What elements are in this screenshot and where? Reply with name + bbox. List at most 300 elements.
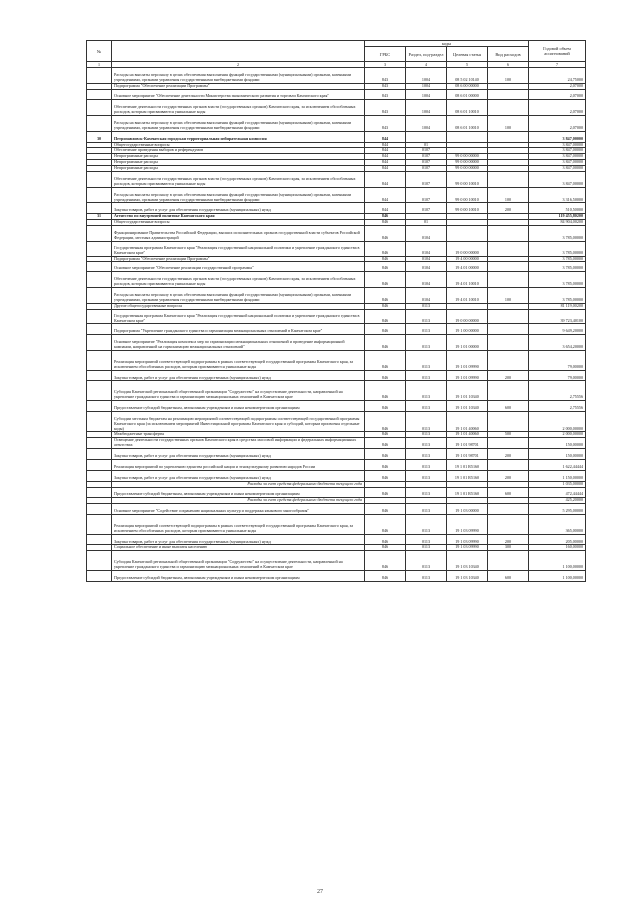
table-row [87, 350, 586, 370]
row-amount: 119 455,80200 [529, 214, 586, 220]
row-target-article: 19 1 03 09990 [447, 545, 488, 551]
row-amount: 150,00000 [529, 438, 586, 449]
row-name: Закупка товаров, работ и услуг для обеспечения государственных (муниципальных) нужд [112, 470, 365, 481]
row-number [87, 335, 112, 351]
row-grbs: 843 [365, 68, 406, 84]
row-name: Закупка товаров, работ и услуг для обеспечения государственных (муниципальных) нужд [112, 370, 365, 381]
table-row [87, 534, 586, 545]
row-amount: 9 649,20000 [529, 324, 586, 335]
row-expense-type: 600 [488, 401, 529, 412]
table-row [87, 370, 586, 381]
row-amount: 3 847,00000 [529, 148, 586, 154]
row-grbs: 844 [365, 160, 406, 166]
row-amount: 3 847,00000 [529, 154, 586, 160]
row-number: 30 [87, 131, 112, 142]
table-row [87, 262, 586, 272]
row-target-article: 19 4 01 10010 [447, 288, 488, 304]
row-name: Расходы за счет средств федерального бюджета текущего года [112, 498, 365, 504]
row-name: Основное мероприятие "Реализация комплекса мер по гармонизации межнациональных отношений и проведение информационной кампании, направленной на гармонизацию межнациональных отношений" [112, 335, 365, 351]
row-razdel: 0113 [406, 432, 447, 438]
row-target-article: 19 1 01 40060 [447, 432, 488, 438]
row-name: Подпрограмма "Обеспечение реализации Программы" [112, 256, 365, 262]
row-grbs: 846 [365, 411, 406, 432]
row-grbs: 846 [365, 432, 406, 438]
row-razdel: 0104 [406, 241, 447, 256]
row-amount: 160,00000 [529, 545, 586, 551]
row-grbs: 844 [365, 148, 406, 154]
row-number [87, 571, 112, 582]
row-expense-type: 100 [488, 68, 529, 84]
row-grbs: 846 [365, 534, 406, 545]
row-target-article [447, 131, 488, 142]
header-name [112, 41, 365, 62]
row-amount: 3 785,00000 [529, 288, 586, 304]
row-target-article: 19 1 01 09990 [447, 370, 488, 381]
table-row [87, 226, 586, 242]
row-target-article: 19 1 03 09990 [447, 515, 488, 535]
row-grbs: 844 [365, 187, 406, 203]
row-razdel: 0113 [406, 515, 447, 535]
row-target-article: 19 0 00 00000 [447, 241, 488, 256]
row-target-article: 08 6 00 00000 [447, 83, 488, 89]
row-target-article: 99 0 00 10010 [447, 172, 488, 188]
table-row [87, 335, 586, 351]
row-target-article: 19 0 00 00000 [447, 309, 488, 324]
header-razdel: Раздел, под-раздел [406, 47, 447, 62]
table-row [87, 411, 586, 432]
row-amount: 472,44444 [529, 487, 586, 498]
index-cell: 4 [406, 62, 447, 68]
row-name: Предоставление субсидий бюджетным, автономным учреждениям и иным некоммерческим организациям [112, 571, 365, 582]
row-grbs: 846 [365, 214, 406, 220]
row-name: Реализация мероприятий по укреплению единства российской нации и этнокультурному развитию народов России [112, 460, 365, 471]
table-row [87, 324, 586, 335]
row-amount: 1 100,00000 [529, 551, 586, 571]
row-razdel: 0107 [406, 160, 447, 166]
row-amount: 2,07000 [529, 89, 586, 100]
row-name: Реализация мероприятий соответствующей подпрограммы в рамках соответствующей государственной программы Камчатского края, за исключением обособленных расходов, которым присваиваются уникальные коды [112, 350, 365, 370]
row-expense-type: 600 [488, 487, 529, 498]
row-name: Непрограммные расходы [112, 154, 365, 160]
row-grbs: 843 [365, 100, 406, 116]
row-razdel: 0107 [406, 187, 447, 203]
row-number [87, 515, 112, 535]
row-target-article: 19 1 01 10340 [447, 381, 488, 401]
table-row [87, 116, 586, 132]
row-grbs: 846 [365, 262, 406, 272]
row-amount: 2 000,00000 [529, 411, 586, 432]
row-number [87, 309, 112, 324]
row-grbs: 846 [365, 460, 406, 471]
row-razdel: 0104 [406, 256, 447, 262]
row-expense-type [488, 438, 529, 449]
row-razdel: 1004 [406, 116, 447, 132]
row-name: Субсидия Камчатской региональной общественной организации "Содружество" на осуществление деятельности, направленной на укрепление гражданского единства и гармонизацию межнациональных отношений в Камчатском крае [112, 551, 365, 571]
row-grbs: 846 [365, 449, 406, 460]
row-grbs: 846 [365, 220, 406, 226]
row-grbs: 846 [365, 324, 406, 335]
row-name: Реализация мероприятий соответствующей подпрограммы в рамках соответствующей государственной программы Камчатского края, за исключением обособленных расходов, которым присваиваются уникальные коды [112, 515, 365, 535]
row-razdel: 0107 [406, 172, 447, 188]
row-amount: 81 119,00200 [529, 303, 586, 309]
row-target-article: 99 0 00 00000 [447, 160, 488, 166]
row-razdel: 0113 [406, 487, 447, 498]
row-razdel: 0113 [406, 335, 447, 351]
row-grbs: 846 [365, 487, 406, 498]
index-cell: 1 [87, 62, 112, 68]
row-name: Расходы на выплаты персоналу в целях обеспечения выполнения функций государственными (муниципальными) органами, казенными учреждениями, органами управления государственными внебюджетными фондами [112, 187, 365, 203]
row-number [87, 534, 112, 545]
row-amount: 79,00000 [529, 350, 586, 370]
row-number [87, 324, 112, 335]
row-number [87, 272, 112, 288]
row-razdel: 01 [406, 220, 447, 226]
row-grbs: 844 [365, 172, 406, 188]
row-grbs: 846 [365, 241, 406, 256]
row-number [87, 551, 112, 571]
row-number [87, 381, 112, 401]
row-expense-type [488, 131, 529, 142]
row-name: Расходы на выплаты персоналу в целях обеспечения выполнения функций государственными (муниципальными) органами, казенными учреждениями, органами управления государственными внебюджетными фондами [112, 288, 365, 304]
row-grbs: 846 [365, 288, 406, 304]
row-amount: 3 847,00000 [529, 160, 586, 166]
row-target-article: 19 1 01 R5160 [447, 460, 488, 471]
row-name: Освещение деятельности государственных органов Камчатского края в средствах массовой информации и федеральных информационных агентствах [112, 438, 365, 449]
row-grbs: 846 [365, 551, 406, 571]
table-row [87, 131, 586, 142]
row-name: Закупка товаров, работ и услуг для обеспечения государственных (муниципальных) нужд [112, 449, 365, 460]
row-name: Общегосударственные вопросы [112, 142, 365, 148]
row-expense-type: 100 [488, 116, 529, 132]
row-razdel: 01 [406, 142, 447, 148]
row-target-article: 19 1 01 00000 [447, 335, 488, 351]
row-number [87, 262, 112, 272]
table-row [87, 288, 586, 304]
row-grbs: 846 [365, 272, 406, 288]
row-amount: 3 316,50000 [529, 187, 586, 203]
row-grbs: 846 [365, 470, 406, 481]
row-number [87, 187, 112, 203]
row-amount: 3 785,00000 [529, 262, 586, 272]
header-grbs: ГРБС [365, 47, 406, 62]
row-name: Субсидии местным бюджетам на реализацию мероприятий соответствующей подпрограммы соответствующей государственной программы Камчатского края (за исключением мероприятий Инвестиционной программы Камчатского края и субсидий, которым присвоены отдельные коды) [112, 411, 365, 432]
row-expense-type [488, 172, 529, 188]
row-name: Предоставление субсидий бюджетным, автономным учреждениям и иным некоммерческим организациям [112, 401, 365, 412]
row-razdel: 0104 [406, 226, 447, 242]
row-expense-type [488, 350, 529, 370]
table-body [87, 68, 586, 582]
row-razdel: 0113 [406, 401, 447, 412]
row-amount: 2,07000 [529, 83, 586, 89]
budget-table-sheet [86, 40, 586, 582]
row-amount: 1 622,44444 [529, 460, 586, 471]
row-razdel: 0113 [406, 370, 447, 381]
row-amount: 2,07000 [529, 100, 586, 116]
row-name: Межбюджетные трансферты [112, 432, 365, 438]
row-amount: 1 150,00000 [529, 470, 586, 481]
table-row [87, 571, 586, 582]
row-amount: 205,00000 [529, 534, 586, 545]
row-amount: 425,20000 [529, 498, 586, 504]
row-target-article: 19 1 01 R5160 [447, 487, 488, 498]
row-expense-type [488, 272, 529, 288]
table-row [87, 309, 586, 324]
row-razdel: 0113 [406, 449, 447, 460]
table-row [87, 449, 586, 460]
row-target-article: 08 6 01 10010 [447, 100, 488, 116]
row-razdel: 0113 [406, 350, 447, 370]
index-cell: 7 [529, 62, 586, 68]
row-expense-type: 200 [488, 534, 529, 545]
row-razdel: 1004 [406, 68, 447, 84]
row-name: Обеспечение деятельности государственных органов власти (государственных органов) Камчатского края, за исключением обособленных расходов, которым присваиваются уникальные коды [112, 172, 365, 188]
row-expense-type: 200 [488, 370, 529, 381]
row-grbs: 843 [365, 89, 406, 100]
index-cell: 6 [488, 62, 529, 68]
row-target-article: 19 1 00 00000 [447, 324, 488, 335]
row-name: Обеспечение деятельности государственных органов власти (государственных органов) Камчатского края, за исключением обособленных расходов, которым присваиваются уникальные коды [112, 100, 365, 116]
row-expense-type [488, 515, 529, 535]
table-row [87, 470, 586, 481]
row-name: Государственная программа Камчатского края "Реализация государственной национальной политики и укрепление гражданского единства в Камчатском крае" [112, 309, 365, 324]
row-amount: 510,50000 [529, 203, 586, 214]
row-expense-type [488, 411, 529, 432]
row-name: Субсидия Камчатской региональной общественной организации "Содружество" на осуществление деятельности, направленной на укрепление гражданского единства и гармонизацию межнациональных отношений в Камчатском крае [112, 381, 365, 401]
row-expense-type: 500 [488, 432, 529, 438]
row-grbs: 843 [365, 83, 406, 89]
budget-table [86, 40, 586, 582]
row-razdel: 0107 [406, 154, 447, 160]
row-grbs: 846 [365, 335, 406, 351]
index-cell: 5 [447, 62, 488, 68]
row-amount: 2 000,00000 [529, 432, 586, 438]
table-row [87, 187, 586, 203]
row-grbs: 846 [365, 571, 406, 582]
table-row [87, 504, 586, 515]
row-razdel: 0113 [406, 460, 447, 471]
row-razdel: 0113 [406, 438, 447, 449]
row-amount: 3 785,00000 [529, 256, 586, 262]
table-row [87, 487, 586, 498]
table-row [87, 401, 586, 412]
row-razdel: 1004 [406, 89, 447, 100]
row-razdel: 0113 [406, 303, 447, 309]
row-number [87, 203, 112, 214]
row-grbs: 846 [365, 350, 406, 370]
row-expense-type: 600 [488, 571, 529, 582]
row-razdel: 0113 [406, 411, 447, 432]
row-name: Основное мероприятие "Содействие сохранению национальных культур и поддержка языкового многообразия" [112, 504, 365, 515]
row-amount: 3 785,00000 [529, 241, 586, 256]
row-target-article: 08 6 01 10010 [447, 116, 488, 132]
row-amount: 3 847,00000 [529, 166, 586, 172]
row-grbs: 844 [365, 131, 406, 142]
row-amount: 2,75556 [529, 381, 586, 401]
table-row [87, 100, 586, 116]
header-expense-type: Вид расходов [488, 47, 529, 62]
row-expense-type [488, 504, 529, 515]
row-number [87, 487, 112, 498]
row-amount: 24,75000 [529, 68, 586, 84]
row-expense-type: 200 [488, 449, 529, 460]
row-grbs: 846 [365, 309, 406, 324]
row-name: Обеспечение проведения выборов и референдумов [112, 148, 365, 154]
row-expense-type [488, 262, 529, 272]
row-grbs: 846 [365, 370, 406, 381]
row-grbs: 846 [365, 256, 406, 262]
row-razdel: 0113 [406, 309, 447, 324]
row-razdel: 0113 [406, 470, 447, 481]
row-grbs: 844 [365, 166, 406, 172]
row-target-article: 99 0 00 00000 [447, 166, 488, 172]
row-expense-type [488, 226, 529, 242]
row-amount: 3 785,00000 [529, 226, 586, 242]
row-amount: 3 785,00000 [529, 272, 586, 288]
row-razdel [406, 131, 447, 142]
header-codes-group: коды [365, 41, 529, 47]
row-target-article: 08 5 02 10140 [447, 68, 488, 84]
row-name: Социальное обеспечение и иные выплаты населению [112, 545, 365, 551]
row-target-article: 19 4 01 00000 [447, 262, 488, 272]
row-razdel: 0107 [406, 166, 447, 172]
row-name: Функционирование Правительства Российской Федерации, высших исполнительных органов государственной власти субъектов Российской Федерации, местных администраций [112, 226, 365, 242]
index-cell: 2 [112, 62, 365, 68]
row-amount: 39 723,40100 [529, 309, 586, 324]
header-target-article: Целевая статья [447, 47, 488, 62]
row-name: Расходы за счет средств федерального бюджета текущего года [112, 481, 365, 487]
row-expense-type [488, 551, 529, 571]
table-row [87, 68, 586, 84]
row-name: Подпрограмма "Укрепление гражданского единства и гармонизация межнациональных отношений в Камчатском крае" [112, 324, 365, 335]
row-grbs: 844 [365, 203, 406, 214]
row-name: Агентство по внутренней политике Камчатского края [112, 214, 365, 220]
row-expense-type [488, 460, 529, 471]
row-target-article: 19 1 01 09990 [447, 350, 488, 370]
row-name: Основное мероприятие "Обеспечение деятельности Министерства экономического развития и торговли Камчатского края" [112, 89, 365, 100]
row-expense-type [488, 89, 529, 100]
row-number: 31 [87, 214, 112, 220]
row-number [87, 89, 112, 100]
row-amount: 1 100,00000 [529, 571, 586, 582]
row-expense-type [488, 381, 529, 401]
row-grbs: 844 [365, 154, 406, 160]
row-number [87, 172, 112, 188]
table-row [87, 172, 586, 188]
row-name: Общегосударственные вопросы [112, 220, 365, 226]
row-amount: 365,00000 [529, 515, 586, 535]
row-name: Расходы на выплаты персоналу в целях обеспечения выполнения функций государственными (муниципальными) органами, казенными учреждениями, органами управления государственными внебюджетными фондами [112, 116, 365, 132]
row-razdel: 0104 [406, 288, 447, 304]
row-name: Предоставление субсидий бюджетным, автономным учреждениям и иным некоммерческим организациям [112, 487, 365, 498]
table-row [87, 515, 586, 535]
row-amount: 1 035,00000 [529, 481, 586, 487]
row-razdel: 0104 [406, 272, 447, 288]
table-row [87, 438, 586, 449]
row-number [87, 68, 112, 84]
row-target-article: 19 1 03 00000 [447, 504, 488, 515]
row-target-article: 19 1 03 10340 [447, 551, 488, 571]
row-number [87, 460, 112, 471]
row-razdel: 0107 [406, 203, 447, 214]
row-number [87, 288, 112, 304]
row-grbs: 846 [365, 381, 406, 401]
table-row [87, 203, 586, 214]
row-expense-type [488, 335, 529, 351]
row-name: Обеспечение деятельности государственных органов власти (государственных органов) Камчатского края, за исключением обособленных расходов, которым присваиваются уникальные коды [112, 272, 365, 288]
row-expense-type: 200 [488, 203, 529, 214]
row-expense-type [488, 309, 529, 324]
row-name: Закупка товаров, работ и услуг для обеспечения государственных (муниципальных) нужд [112, 534, 365, 545]
row-target-article: 08 6 01 00000 [447, 89, 488, 100]
row-amount: 2,07000 [529, 116, 586, 132]
table-row [87, 241, 586, 256]
row-razdel: 1004 [406, 100, 447, 116]
row-amount: 3 847,00000 [529, 172, 586, 188]
row-expense-type: 200 [488, 470, 529, 481]
index-cell: 3 [365, 62, 406, 68]
row-target-article: 19 4 01 10010 [447, 272, 488, 288]
row-target-article: 19 1 01 98701 [447, 449, 488, 460]
row-amount: 84 904,00200 [529, 220, 586, 226]
row-number [87, 504, 112, 515]
row-amount: 3 847,00000 [529, 131, 586, 142]
row-amount: 150,00000 [529, 449, 586, 460]
row-razdel: 0104 [406, 262, 447, 272]
row-number [87, 470, 112, 481]
row-razdel: 0113 [406, 534, 447, 545]
header-amount: Годовой объем ассигнований [529, 41, 586, 62]
row-grbs: 844 [365, 142, 406, 148]
row-expense-type [488, 241, 529, 256]
row-name: Подпрограмма "Обеспечение реализации Программы" [112, 83, 365, 89]
row-number [87, 241, 112, 256]
row-expense-type [488, 324, 529, 335]
row-amount: 2,75556 [529, 401, 586, 412]
row-name: Петропавловск-Камчатская городская территориальная избирательная комиссия [112, 131, 365, 142]
row-target-article: 19 1 01 R5160 [447, 470, 488, 481]
row-name: Непрограммные расходы [112, 166, 365, 172]
row-razdel: 0113 [406, 504, 447, 515]
row-number [87, 438, 112, 449]
row-name: Расходы на выплаты персоналу в целях обеспечения выполнения функций государственными (муниципальными) органами, казенными учреждениями, органами управления государственными внебюджетными фондами [112, 68, 365, 84]
row-razdel: 0113 [406, 324, 447, 335]
row-expense-type: 100 [488, 187, 529, 203]
row-expense-type: 100 [488, 288, 529, 304]
row-razdel: 0113 [406, 571, 447, 582]
table-row [87, 272, 586, 288]
row-name: Непрограммные расходы [112, 160, 365, 166]
row-target-article: 19 1 03 10340 [447, 571, 488, 582]
row-expense-type: 300 [488, 545, 529, 551]
table-row [87, 551, 586, 571]
row-razdel: 0113 [406, 545, 447, 551]
row-razdel: 1004 [406, 83, 447, 89]
row-number [87, 401, 112, 412]
row-razdel: 0113 [406, 381, 447, 401]
row-amount: 3 654,20000 [529, 335, 586, 351]
row-razdel: 0107 [406, 148, 447, 154]
row-target-article: 19 1 03 09990 [447, 534, 488, 545]
row-expense-type [488, 100, 529, 116]
row-number [87, 411, 112, 432]
row-amount: 3 847,00000 [529, 142, 586, 148]
row-grbs: 846 [365, 504, 406, 515]
table-row [87, 460, 586, 471]
row-target-article: 99 0 00 10010 [447, 203, 488, 214]
row-amount: 5 295,00000 [529, 504, 586, 515]
row-target-article: 19 1 01 40060 [447, 411, 488, 432]
row-number [87, 116, 112, 132]
